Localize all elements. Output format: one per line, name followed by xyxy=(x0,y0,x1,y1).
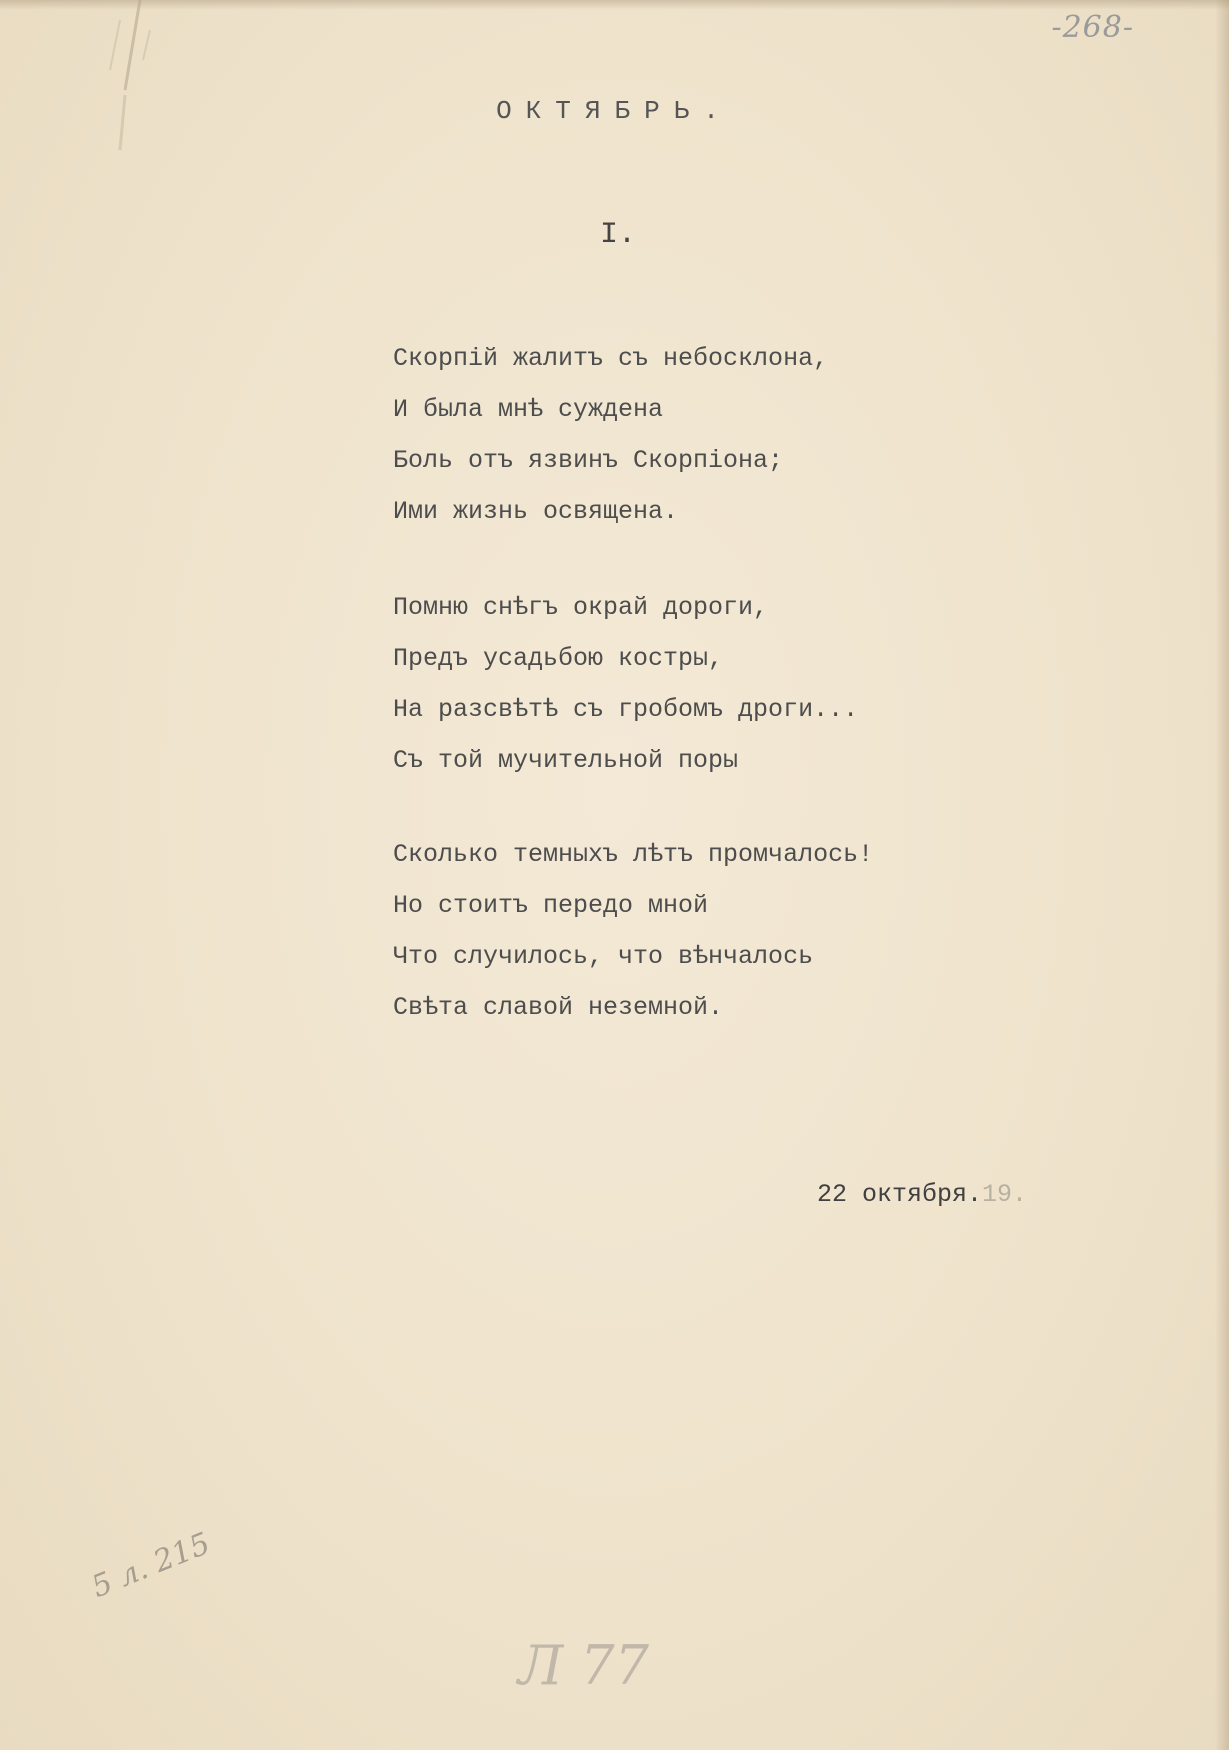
poem-line: Предъ усадьбою костры, xyxy=(393,644,724,673)
poem-line: Съ той мучительной поры xyxy=(393,746,739,775)
stanza-3 xyxy=(393,829,993,1033)
stanza-2 xyxy=(393,582,993,786)
pencil-folio-note-bottom: Л 77 xyxy=(518,1634,649,1697)
section-number: I. xyxy=(600,218,637,252)
poem-line: И была мнѣ суждена xyxy=(393,395,664,424)
poem-line: На разсвѣтѣ съ гробомъ дроги... xyxy=(393,695,859,724)
page-edge-shadow xyxy=(1215,0,1229,1750)
pencil-folio-note-left: 5 л. 215 xyxy=(86,1526,216,1605)
poem-line: Скорпiй жалитъ съ небосклона, xyxy=(393,344,829,373)
poem-line: Ими жизнь освящена. xyxy=(393,497,679,526)
stanza-1 xyxy=(393,333,993,537)
poem-line: Помню снѣгъ окрай дороги, xyxy=(393,593,769,622)
poem-line: Боль отъ язвинъ Скорпiона; xyxy=(393,446,784,475)
date-year-faded: 19. xyxy=(982,1180,1028,1209)
poem-line: Свѣта славой неземной. xyxy=(393,993,724,1022)
poem-line: Сколько темныхъ лѣтъ промчалось! xyxy=(393,840,874,869)
poem-line: Что случилось, что вѣнчалось xyxy=(393,942,814,971)
poem-date xyxy=(817,1180,1027,1209)
poem-title: ОКТЯБРЬ. xyxy=(496,96,733,126)
page-top-shadow xyxy=(0,0,1229,10)
archive-page-number: -268- xyxy=(1051,10,1134,45)
poem-line: Но стоитъ передо мной xyxy=(393,891,709,920)
paper-crease-marks xyxy=(95,0,175,160)
date-text: 22 октября. xyxy=(817,1180,983,1209)
